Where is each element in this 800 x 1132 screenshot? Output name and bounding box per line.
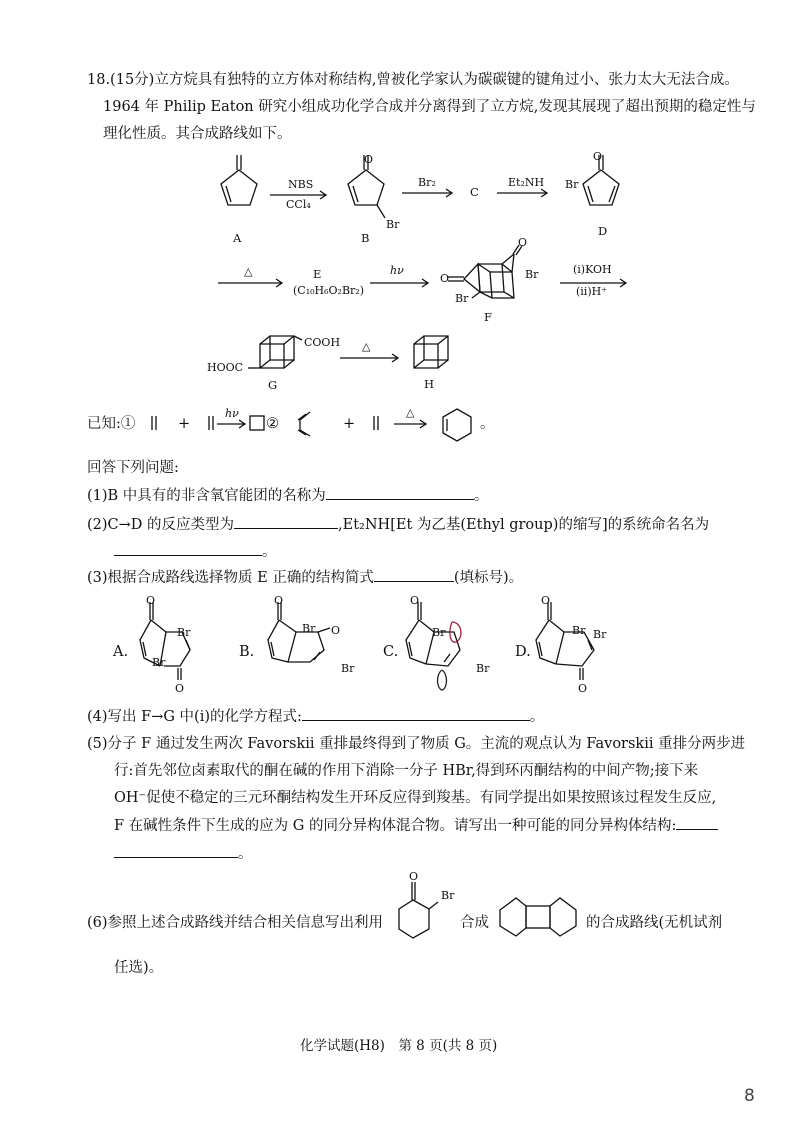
alkene-icon	[150, 414, 160, 432]
alkene-icon	[207, 414, 217, 432]
atom-o: O	[146, 594, 156, 607]
atom-br: Br	[302, 622, 316, 635]
q6-text-c: 的合成路线(无机试剂	[586, 915, 723, 931]
arrow-4	[218, 278, 286, 288]
q2-prompt: (2)C→D 的反应类型为	[87, 517, 235, 533]
label-G: G	[268, 378, 278, 392]
label-F: F	[484, 310, 492, 324]
answer-blank-q5a[interactable]	[676, 815, 718, 830]
atom-o: O	[274, 594, 284, 607]
atom-o: O	[331, 624, 341, 637]
reagent-nbs: NBS	[288, 178, 314, 191]
q5-end: 。	[238, 846, 253, 862]
answer-blank-q3[interactable]	[374, 567, 454, 582]
q6-line2: 任选)。	[114, 960, 164, 976]
page-footer: 化学试题(H8) 第 8 页(共 8 页)	[300, 1038, 498, 1054]
q18-line3: 理化性质。其合成路线如下。	[103, 126, 292, 142]
q5-line5	[114, 843, 253, 864]
q6-text-a: (6)参照上述合成路线并结合相关信息写出利用	[87, 915, 384, 931]
structure-H	[408, 330, 458, 380]
answer-blank-q2a[interactable]	[234, 514, 338, 529]
known-prefix: 已知:①	[87, 416, 136, 432]
cyclohexene-icon	[440, 407, 474, 443]
arrow-2	[402, 188, 457, 198]
q6-text-b: 合成	[460, 915, 489, 931]
option-B-structure	[258, 592, 348, 682]
atom-o: O	[541, 594, 551, 607]
q1-prompt: (1)B 中具有的非含氧官能团的名称为	[87, 488, 326, 504]
atom-br: Br	[565, 178, 579, 191]
atom-o: O	[578, 682, 588, 695]
reagent-br2: Br₂	[418, 176, 436, 189]
atom-o: O	[440, 272, 450, 285]
label-E: E	[313, 267, 322, 281]
atom-br: Br	[177, 626, 191, 639]
q2-line2	[114, 541, 277, 562]
atom-br: Br	[386, 218, 400, 231]
atom-o: O	[410, 594, 420, 607]
q3-prompt2: (填标号)。	[453, 570, 524, 586]
answer-blank-q5b[interactable]	[114, 843, 238, 858]
label-C: C	[470, 185, 479, 199]
diene-icon	[290, 410, 314, 438]
known-end: 。	[480, 416, 495, 432]
atom-br: Br	[441, 889, 455, 902]
reagent-heat: △	[244, 265, 253, 278]
q2-prompt2: ,Et₂NH[Et 为乙基(Ethyl group)的缩写]的系统命名名为	[338, 517, 710, 533]
reagent-hv: hν	[390, 264, 404, 277]
option-C-structure	[398, 592, 488, 692]
atom-o: O	[364, 153, 374, 166]
q5-line4	[114, 815, 718, 836]
structure-A	[218, 150, 268, 220]
q1-text	[87, 485, 488, 506]
reagent-ccl4: CCl₄	[286, 198, 311, 211]
q5-prompt: F 在碱性条件下生成的应为 G 的同分异构体混合物。请写出一种可能的同分异构体结构:	[114, 818, 677, 834]
q3-prompt: (3)根据合成路线选择物质 E 正确的结构简式	[87, 570, 374, 586]
bromocyclohexanone-structure	[398, 872, 458, 952]
option-D-structure	[528, 592, 618, 692]
group-hooc: HOOC	[207, 361, 244, 374]
label-A: A	[233, 231, 242, 245]
atom-o: O	[518, 236, 528, 249]
label-B: B	[361, 231, 370, 245]
arrow-3	[497, 188, 552, 198]
answer-blank-q4[interactable]	[302, 706, 530, 721]
option-A[interactable]: A.	[113, 644, 129, 660]
q5-line3: OH⁻促使不稳定的三元环酮结构发生开环反应得到羧基。有同学提出如果按照该过程发生反应,	[114, 790, 717, 806]
arrow-5	[370, 278, 432, 288]
atom-br: Br	[593, 628, 607, 641]
known-mid: ②	[266, 416, 279, 432]
answer-blank-q2b[interactable]	[114, 541, 262, 556]
q18-line1: 18.(15分)立方烷具有独特的立方体对称结构,曾被化学家认为碳碳键的键角过小、张力太大无法合成。	[87, 72, 739, 88]
reagent-hplus: (ⅱ)H⁺	[576, 285, 608, 298]
option-D[interactable]: D.	[515, 644, 531, 660]
q4-text	[87, 706, 544, 727]
atom-o: O	[593, 150, 603, 163]
label-D: D	[598, 224, 608, 238]
structure-D	[580, 150, 630, 220]
q5-line1: (5)分子 F 通过发生两次 Favorskii 重排最终得到了物质 G。主流的观点认为 Favorskii 重排分两步进	[87, 736, 746, 752]
label-H: H	[424, 377, 435, 391]
atom-br: Br	[432, 626, 446, 639]
reagent-heat: △	[362, 340, 371, 353]
atom-o: O	[175, 682, 185, 695]
q4-prompt: (4)写出 F→G 中(ⅰ)的化学方程式:	[87, 709, 302, 725]
atom-br: Br	[341, 662, 355, 675]
q4-end: 。	[529, 709, 545, 725]
q3-text	[87, 567, 523, 588]
atom-br: Br	[152, 656, 166, 669]
atom-br: Br	[476, 662, 490, 675]
alkene-icon	[372, 414, 382, 432]
q2-text	[87, 514, 709, 535]
arrow-known-2	[394, 419, 430, 429]
answer-intro: 回答下列问题:	[87, 460, 179, 476]
formula-E: (C₁₀H₆O₂Br₂)	[293, 284, 365, 297]
reagent-koh: (ⅰ)KOH	[573, 263, 612, 276]
answer-blank-q1[interactable]	[326, 485, 474, 500]
q1-end: 。	[473, 488, 489, 504]
reagent-heat: △	[406, 406, 415, 419]
plus-sign: +	[178, 416, 191, 432]
option-A-structure	[130, 592, 210, 692]
q18-line2: 1964 年 Philip Eaton 研究小组成功化学合成并分离得到了立方烷,发现其展现了超出预期的稳定性与	[103, 99, 756, 115]
reagent-hv: hν	[225, 407, 239, 420]
arrow-known-1	[217, 419, 249, 429]
q5-line2: 行:首先邻位卤素取代的酮在碱的作用下消除一分子 HBr,得到环丙酮结构的中间产物;接下来	[114, 763, 699, 779]
arrow-7	[340, 353, 402, 363]
atom-br: Br	[525, 268, 539, 281]
option-C[interactable]: C.	[383, 644, 399, 660]
reagent-et2nh: Et₂NH	[508, 176, 545, 189]
group-cooh: COOH	[304, 336, 341, 349]
option-B[interactable]: B.	[239, 644, 255, 660]
plus-sign: +	[343, 416, 356, 432]
atom-br: Br	[455, 292, 469, 305]
cyclobutane-icon	[248, 414, 266, 432]
atom-br: Br	[572, 624, 586, 637]
atom-o: O	[409, 870, 419, 883]
q2-end: 。	[262, 544, 277, 560]
page-number: 8	[744, 1086, 755, 1106]
tricyclic-target-structure	[494, 890, 584, 950]
